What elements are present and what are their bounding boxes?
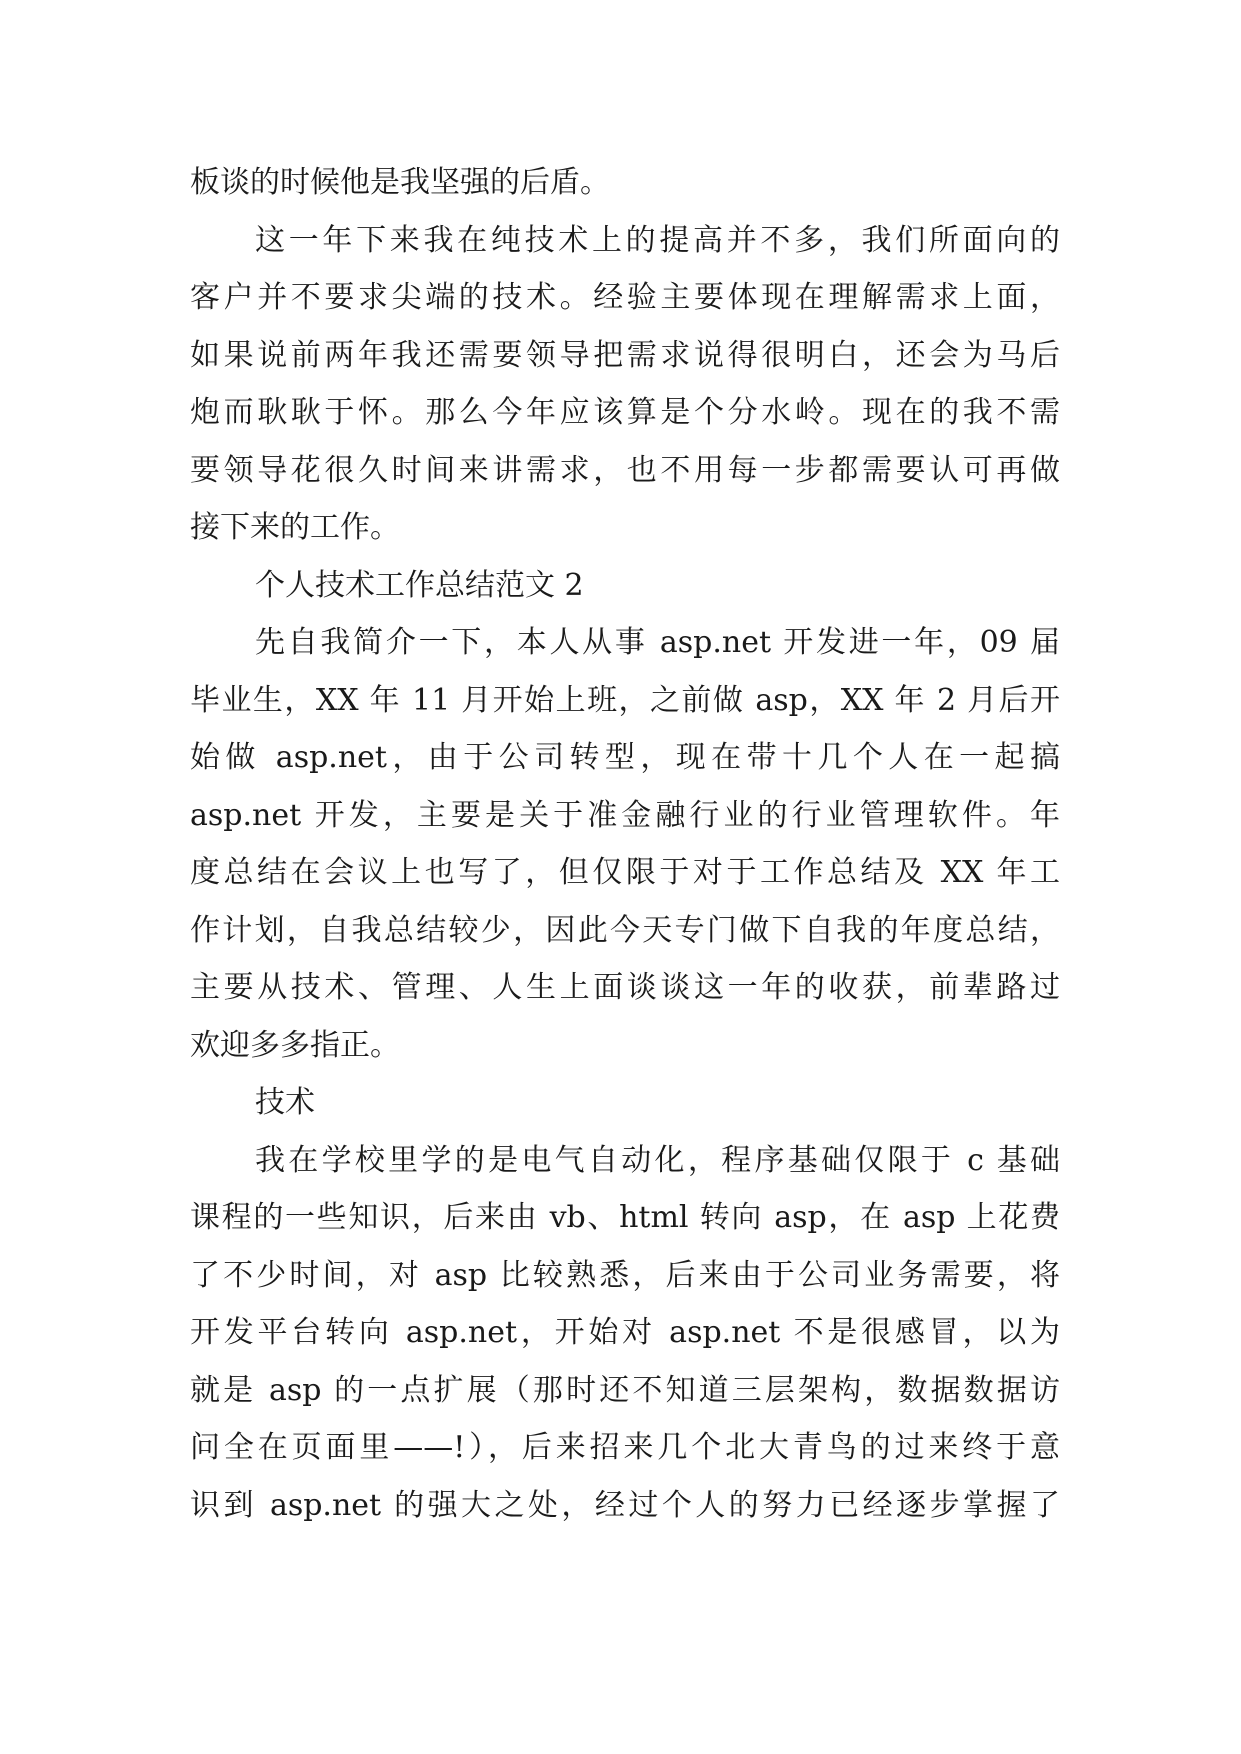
text-line: 炮而耿耿于怀。那么今年应该算是个分水岭。现在的我不需	[190, 395, 1060, 430]
text-line: 我在学校里学的是电气自动化，程序基础仅限于 c 基础	[255, 1142, 1060, 1178]
text-line: asp.net 开发，主要是关于准金融行业的行业管理软件。年	[190, 797, 1060, 833]
text-line: 板谈的时候他是我坚强的后盾。	[190, 165, 610, 200]
text-line: 识到 asp.net 的强大之处，经过个人的努力已经逐步掌握了	[190, 1487, 1060, 1523]
text-line: 接下来的工作。	[190, 510, 400, 545]
text-line: 毕业生，XX 年 11 月开始上班，之前做 asp，XX 年 2 月后开	[190, 682, 1060, 718]
text-line: 客户并不要求尖端的技术。经验主要体现在理解需求上面，	[190, 280, 1060, 315]
text-line: 始做 asp.net，由于公司转型，现在带十几个人在一起搞	[190, 740, 1060, 775]
text-line: 作计划，自我总结较少，因此今天专门做下自我的年度总结，	[190, 912, 1060, 948]
section-heading: 个人技术工作总结范文 2	[255, 567, 584, 603]
text-line: 先自我简介一下，本人从事 asp.net 开发进一年，09 届	[255, 625, 1060, 660]
text-line: 问全在页面里——!），后来招来几个北大青鸟的过来终于意	[190, 1430, 1060, 1465]
text-line: 了不少时间，对 asp 比较熟悉，后来由于公司业务需要，将	[190, 1257, 1060, 1293]
text-line: 欢迎多多指正。	[190, 1027, 400, 1063]
text-line: 就是 asp 的一点扩展（那时还不知道三层架构，数据数据访	[190, 1372, 1060, 1408]
text-line: 主要从技术、管理、人生上面谈谈这一年的收获，前辈路过	[190, 970, 1060, 1005]
text-line: 课程的一些知识，后来由 vb、html 转向 asp，在 asp 上花费	[190, 1200, 1060, 1235]
text-line: 如果说前两年我还需要领导把需求说得很明白，还会为马后	[190, 337, 1060, 373]
text-line: 这一年下来我在纯技术上的提高并不多，我们所面向的	[255, 222, 1060, 258]
document-body	[190, 154, 1060, 1534]
text-line: 要领导花很久时间来讲需求，也不用每一步都需要认可再做	[190, 452, 1060, 488]
text-line: 度总结在会议上也写了，但仅限于对于工作总结及 XX 年工	[190, 855, 1060, 890]
text-line: 开发平台转向 asp.net，开始对 asp.net 不是很感冒，以为	[190, 1315, 1060, 1350]
section-heading: 技术	[255, 1085, 315, 1120]
